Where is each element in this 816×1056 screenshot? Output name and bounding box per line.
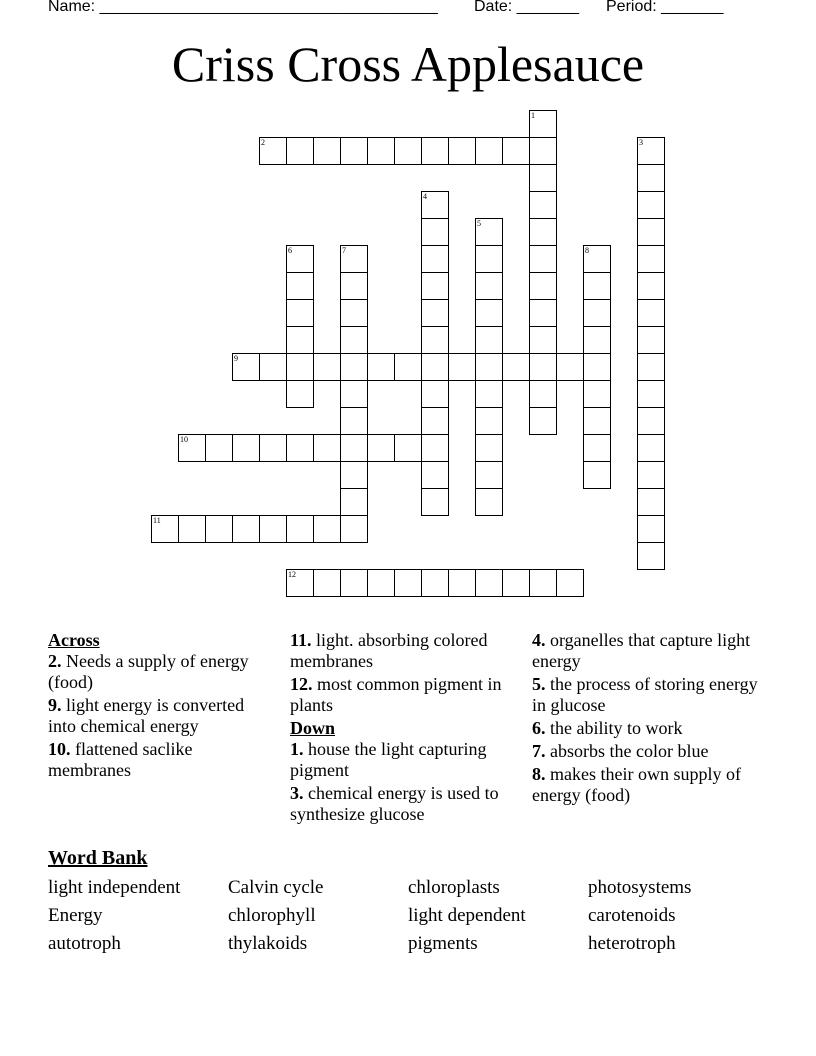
crossword-cell[interactable] <box>637 488 665 516</box>
crossword-cell[interactable] <box>205 434 233 462</box>
crossword-cell[interactable] <box>259 353 287 381</box>
crossword-cell[interactable] <box>259 515 287 543</box>
clue-number: 3 <box>639 138 643 147</box>
crossword-cell[interactable] <box>340 137 368 165</box>
crossword-cell[interactable] <box>286 299 314 327</box>
crossword-cell[interactable] <box>421 299 449 327</box>
crossword-cell[interactable] <box>475 245 503 273</box>
clue-number: 1 <box>531 111 535 120</box>
crossword-cell[interactable] <box>151 515 179 543</box>
crossword-cell[interactable] <box>529 137 557 165</box>
clues-column-1 <box>48 630 273 783</box>
crossword-cell[interactable] <box>637 326 665 354</box>
crossword-cell[interactable] <box>232 353 260 381</box>
crossword-cell[interactable] <box>475 434 503 462</box>
clue-number: 8 <box>585 246 589 255</box>
crossword-cell[interactable] <box>205 515 233 543</box>
clue-number: 11 <box>153 516 161 525</box>
crossword-cell[interactable] <box>421 434 449 462</box>
across-heading: Across <box>48 630 100 650</box>
crossword-cell[interactable] <box>313 137 341 165</box>
crossword-cell[interactable] <box>475 326 503 354</box>
crossword-cell[interactable] <box>421 326 449 354</box>
word-bank-title: Word Bank <box>48 847 148 869</box>
crossword-cell[interactable] <box>421 569 449 597</box>
crossword-cell[interactable] <box>637 407 665 435</box>
crossword-cell[interactable] <box>367 434 395 462</box>
clue-number: 9 <box>234 354 238 363</box>
crossword-cell[interactable] <box>583 353 611 381</box>
crossword-cell[interactable] <box>637 434 665 462</box>
clue-number: 6 <box>288 246 292 255</box>
crossword-cell[interactable] <box>286 137 314 165</box>
crossword-cell[interactable] <box>637 272 665 300</box>
crossword-cell[interactable] <box>286 515 314 543</box>
crossword-cell[interactable] <box>529 245 557 273</box>
clue-down-8: 8. makes their own supply of energy (food) <box>532 764 741 805</box>
crossword-cell[interactable] <box>637 515 665 543</box>
crossword-cell[interactable] <box>421 245 449 273</box>
crossword-cell[interactable] <box>583 380 611 408</box>
word-bank-item: light independent <box>48 877 181 898</box>
word-bank-item: photosystems <box>588 877 692 898</box>
crossword-cell[interactable] <box>286 569 314 597</box>
date-field[interactable]: Date: _______ <box>474 0 579 15</box>
crossword-cell[interactable] <box>421 407 449 435</box>
word-bank-item: light dependent <box>408 905 526 926</box>
clues-column-2 <box>290 630 522 827</box>
clue-number: 4 <box>423 192 427 201</box>
crossword-cell[interactable] <box>637 353 665 381</box>
crossword-cell[interactable] <box>529 326 557 354</box>
crossword-cell[interactable] <box>556 353 584 381</box>
crossword-cell[interactable] <box>421 461 449 489</box>
period-field[interactable]: Period: _______ <box>606 0 724 15</box>
crossword-cell[interactable] <box>178 434 206 462</box>
clue-number: 10 <box>180 435 188 444</box>
crossword-cell[interactable] <box>529 353 557 381</box>
crossword-cell[interactable] <box>286 353 314 381</box>
crossword-cell[interactable] <box>367 353 395 381</box>
word-bank-item: pigments <box>408 933 478 954</box>
crossword-cell[interactable] <box>421 218 449 246</box>
clue-down-6: 6. the ability to work <box>532 718 683 738</box>
crossword-cell[interactable] <box>232 434 260 462</box>
crossword-cell[interactable] <box>448 353 476 381</box>
crossword-cell[interactable] <box>637 542 665 570</box>
crossword-cell[interactable] <box>340 407 368 435</box>
clue-across-10: 10. flattened saclike membranes <box>48 739 193 780</box>
clue-down-4: 4. organelles that capture light energy <box>532 630 751 671</box>
crossword-cell[interactable] <box>529 569 557 597</box>
clue-number: 12 <box>288 570 296 579</box>
crossword-cell[interactable] <box>313 569 341 597</box>
crossword-cell[interactable] <box>313 353 341 381</box>
crossword-cell[interactable] <box>286 380 314 408</box>
crossword-cell[interactable] <box>421 380 449 408</box>
crossword-cell[interactable] <box>313 434 341 462</box>
crossword-cell[interactable] <box>394 569 422 597</box>
crossword-cell[interactable] <box>475 488 503 516</box>
crossword-cell[interactable] <box>394 137 422 165</box>
crossword-cell[interactable] <box>583 299 611 327</box>
word-bank-item: carotenoids <box>588 905 676 926</box>
crossword-cell[interactable] <box>367 137 395 165</box>
crossword-cell[interactable] <box>286 434 314 462</box>
clue-number: 5 <box>477 219 481 228</box>
word-bank-item: thylakoids <box>228 933 308 954</box>
down-heading: Down <box>290 718 336 738</box>
clue-down-1: 1. house the light capturing pigment <box>290 739 487 780</box>
crossword-cell[interactable] <box>340 569 368 597</box>
crossword-cell[interactable] <box>286 245 314 273</box>
crossword-cell[interactable] <box>637 137 665 165</box>
clue-number: 2 <box>261 138 265 147</box>
crossword-cell[interactable] <box>394 353 422 381</box>
crossword-cell[interactable] <box>421 272 449 300</box>
crossword-cell[interactable] <box>340 380 368 408</box>
puzzle-title: Criss Cross Applesauce <box>171 36 645 92</box>
crossword-cell[interactable] <box>421 353 449 381</box>
crossword-cell[interactable] <box>475 218 503 246</box>
clue-number: 7 <box>342 246 346 255</box>
crossword-cell[interactable] <box>529 110 557 138</box>
crossword-cell[interactable] <box>529 218 557 246</box>
crossword-cell[interactable] <box>475 353 503 381</box>
crossword-cell[interactable] <box>637 299 665 327</box>
crossword-cell[interactable] <box>286 326 314 354</box>
crossword-cell[interactable] <box>421 488 449 516</box>
student-info-line <box>0 0 816 20</box>
crossword-cell[interactable] <box>583 326 611 354</box>
clue-across-11: 11. light. absorbing colored membranes <box>290 630 488 671</box>
word-bank-item: autotroph <box>48 933 121 954</box>
crossword-cell[interactable] <box>340 434 368 462</box>
clue-across-2: 2. Needs a supply of energy (food) <box>48 651 249 692</box>
clue-across-9: 9. light energy is converted into chemical energy <box>48 695 245 736</box>
crossword-cell[interactable] <box>529 272 557 300</box>
crossword-cell[interactable] <box>556 569 584 597</box>
word-bank-item: Energy <box>48 905 103 926</box>
crossword-cell[interactable] <box>340 272 368 300</box>
crossword-cell[interactable] <box>340 353 368 381</box>
name-field[interactable]: Name: ______________________________________ <box>48 0 438 15</box>
crossword-cell[interactable] <box>475 407 503 435</box>
clue-down-7: 7. absorbs the color blue <box>532 741 709 761</box>
crossword-cell[interactable] <box>637 461 665 489</box>
crossword-cell[interactable] <box>259 434 287 462</box>
word-bank-item: Calvin cycle <box>228 877 324 898</box>
crossword-cell[interactable] <box>448 569 476 597</box>
crossword-cell[interactable] <box>583 245 611 273</box>
crossword-cell[interactable] <box>583 434 611 462</box>
crossword-cell[interactable] <box>340 515 368 543</box>
crossword-cell[interactable] <box>529 191 557 219</box>
crossword-cell[interactable] <box>475 272 503 300</box>
word-bank-item: chlorophyll <box>228 905 316 926</box>
crossword-cell[interactable] <box>529 299 557 327</box>
crossword-cell[interactable] <box>475 137 503 165</box>
crossword-cell[interactable] <box>448 137 476 165</box>
crossword-cell[interactable] <box>340 461 368 489</box>
crossword-cell[interactable] <box>637 380 665 408</box>
crossword-cell[interactable] <box>340 326 368 354</box>
crossword-cell[interactable] <box>313 515 341 543</box>
crossword-cell[interactable] <box>502 137 530 165</box>
crossword-cell[interactable] <box>475 380 503 408</box>
crossword-cell[interactable] <box>637 218 665 246</box>
crossword-cell[interactable] <box>340 245 368 273</box>
crossword-cell[interactable] <box>340 488 368 516</box>
crossword-cell[interactable] <box>475 299 503 327</box>
clue-down-5: 5. the process of storing energy in glucose <box>532 674 758 715</box>
crossword-cell[interactable] <box>502 569 530 597</box>
crossword-cell[interactable] <box>367 569 395 597</box>
crossword-cell[interactable] <box>286 272 314 300</box>
crossword-cell[interactable] <box>259 137 287 165</box>
crossword-cell[interactable] <box>529 380 557 408</box>
crossword-cell[interactable] <box>529 164 557 192</box>
word-bank-item: chloroplasts <box>408 877 500 898</box>
crossword-cell[interactable] <box>340 299 368 327</box>
clues-column-3 <box>532 630 772 808</box>
crossword-cell[interactable] <box>637 164 665 192</box>
word-bank-item: heterotroph <box>588 933 676 954</box>
crossword-cell[interactable] <box>178 515 206 543</box>
crossword-cell[interactable] <box>475 461 503 489</box>
crossword-cell[interactable] <box>502 353 530 381</box>
crossword-cell[interactable] <box>583 461 611 489</box>
crossword-cell[interactable] <box>583 407 611 435</box>
clue-across-12: 12. most common pigment in plants <box>290 674 502 715</box>
crossword-cell[interactable] <box>421 137 449 165</box>
crossword-cell[interactable] <box>421 191 449 219</box>
clue-down-3: 3. chemical energy is used to synthesize glucose <box>290 783 499 824</box>
crossword-cell[interactable] <box>637 191 665 219</box>
crossword-cell[interactable] <box>529 407 557 435</box>
crossword-cell[interactable] <box>475 569 503 597</box>
crossword-cell[interactable] <box>637 245 665 273</box>
crossword-cell[interactable] <box>583 272 611 300</box>
crossword-cell[interactable] <box>394 434 422 462</box>
crossword-cell[interactable] <box>232 515 260 543</box>
